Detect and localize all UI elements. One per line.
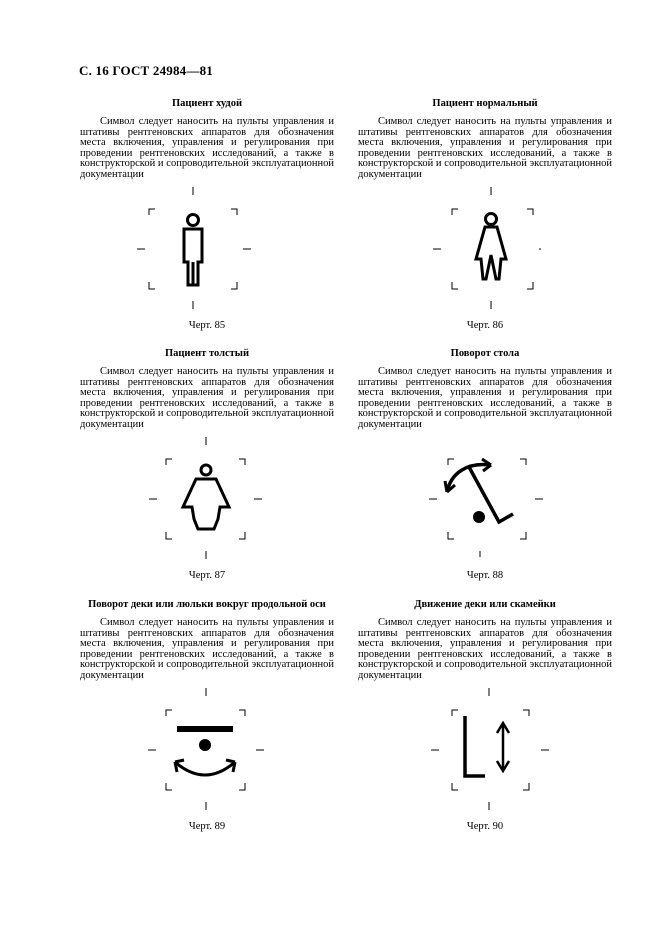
entry-90 <box>358 598 612 832</box>
entry-text: Символ следует наносить на пульты управления и штативы рентгеновских аппаратов для обозначения места включения, управления и регулирования при проведении рентгеновских исследований, а также в конструкторской и сопроводительной эксплуатационной документации <box>80 116 334 180</box>
entry-title: Пациент худой <box>171 98 243 109</box>
deck-movement-icon <box>417 688 557 813</box>
entry-title: Пациент толстый <box>164 348 250 359</box>
page-header: С. 16 ГОСТ 24984—81 <box>79 63 213 78</box>
entry-88 <box>358 347 612 581</box>
fat-patient-icon <box>137 437 277 562</box>
entry-title: Поворот стола <box>450 348 520 359</box>
figure-caption: Черт. 86 <box>466 320 504 331</box>
figure-caption: Черт. 87 <box>188 570 226 581</box>
figure-caption: Черт. 85 <box>188 320 226 331</box>
thin-patient-icon <box>137 187 277 312</box>
entry-text: Символ следует наносить на пульты управления и штативы рентгеновских аппаратов для обозначения места включения, управления и регулирования при проведении рентгеновских исследований, а также в конструкторской и сопроводительной эксплуатационной документации <box>80 617 334 681</box>
entry-89 <box>80 598 334 832</box>
figure-caption: Черт. 90 <box>466 821 504 832</box>
entry-title: Движение деки или скамейки <box>414 599 556 610</box>
entry-text: Символ следует наносить на пульты управления и штативы рентгеновских аппаратов для обозначения места включения, управления и регулирования при проведении рентгеновских исследований, а также в конструкторской и сопроводительной эксплуатационной документации <box>358 116 612 180</box>
table-rotation-icon <box>417 437 557 562</box>
entry-text: Символ следует наносить на пульты управления и штативы рентгеновских аппаратов для обозначения места включения, управления и регулирования при проведении рентгеновских исследований, а также в конструкторской и сопроводительной эксплуатационной документации <box>80 366 334 430</box>
figure-caption: Черт. 89 <box>188 821 226 832</box>
normal-patient-icon <box>417 187 557 312</box>
figure-caption: Черт. 88 <box>466 570 504 581</box>
deck-rotation-icon <box>137 688 277 813</box>
entry-86 <box>358 97 612 331</box>
entry-text: Символ следует наносить на пульты управления и штативы рентгеновских аппаратов для обозначения места включения, управления и регулирования при проведении рентгеновских исследований, а также в конструкторской и сопроводительной эксплуатационной документации <box>358 366 612 430</box>
entry-title: Поворот деки или люльки вокруг продольной оси <box>88 599 326 610</box>
entry-title: Пациент нормальный <box>432 98 538 109</box>
entry-87 <box>80 347 334 581</box>
entry-text: Символ следует наносить на пульты управления и штативы рентгеновских аппаратов для обозначения места включения, управления и регулирования при проведении рентгеновских исследований, а также в конструкторской и сопроводительной эксплуатационной документации <box>358 617 612 681</box>
entry-85 <box>80 97 334 331</box>
